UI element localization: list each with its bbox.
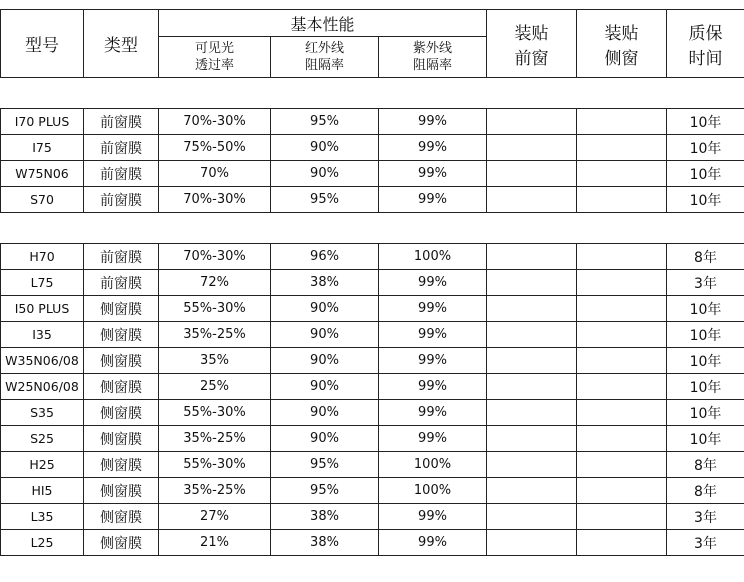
- ultraviolet-cell: 99%: [379, 530, 487, 556]
- front-window-cell: [487, 400, 577, 426]
- visible-light-cell: 75%-50%: [159, 135, 271, 161]
- visible-light-cell: 70%-30%: [159, 244, 271, 270]
- ultraviolet-cell: 99%: [379, 187, 487, 213]
- table-row: [1, 109, 744, 135]
- table-row: [1, 296, 744, 322]
- type-cell: 前窗膜: [84, 161, 159, 187]
- warranty-cell: 10年: [667, 109, 744, 135]
- infrared-cell: 90%: [271, 374, 379, 400]
- header-warranty: [667, 10, 744, 78]
- type-cell: 侧窗膜: [84, 322, 159, 348]
- infrared-cell: 95%: [271, 109, 379, 135]
- infrared-cell: 38%: [271, 504, 379, 530]
- header-visible-light: [159, 37, 271, 78]
- table-row: [1, 452, 744, 478]
- warranty-cell: 3年: [667, 530, 744, 556]
- table-row: [1, 161, 744, 187]
- model-cell: S35: [1, 400, 84, 426]
- type-cell: 侧窗膜: [84, 478, 159, 504]
- model-cell: L25: [1, 530, 84, 556]
- type-cell: 侧窗膜: [84, 452, 159, 478]
- model-cell: W75N06: [1, 161, 84, 187]
- type-cell: 前窗膜: [84, 135, 159, 161]
- header-type: 类型: [84, 10, 159, 78]
- visible-light-cell: 21%: [159, 530, 271, 556]
- ultraviolet-cell: 100%: [379, 452, 487, 478]
- side-window-cell: [577, 135, 667, 161]
- header-warranty-line1: 质保: [688, 23, 723, 44]
- side-window-cell: [577, 187, 667, 213]
- model-cell: L75: [1, 270, 84, 296]
- header-front-line1: 装贴: [514, 23, 549, 44]
- ultraviolet-cell: 99%: [379, 400, 487, 426]
- warranty-cell: 8年: [667, 452, 744, 478]
- header-front-window: [487, 10, 577, 78]
- infrared-cell: 95%: [271, 478, 379, 504]
- warranty-cell: 10年: [667, 348, 744, 374]
- visible-light-cell: 27%: [159, 504, 271, 530]
- film-spec-table: [0, 9, 744, 556]
- infrared-cell: 90%: [271, 400, 379, 426]
- warranty-cell: 10年: [667, 135, 744, 161]
- ultraviolet-cell: 99%: [379, 161, 487, 187]
- ultraviolet-cell: 99%: [379, 296, 487, 322]
- model-cell: W35N06/08: [1, 348, 84, 374]
- side-window-cell: [577, 426, 667, 452]
- ultraviolet-cell: 99%: [379, 374, 487, 400]
- side-window-cell: [577, 452, 667, 478]
- side-window-cell: [577, 270, 667, 296]
- visible-light-cell: 55%-30%: [159, 452, 271, 478]
- front-window-cell: [487, 530, 577, 556]
- front-window-cell: [487, 109, 577, 135]
- table-row: [1, 478, 744, 504]
- warranty-cell: 10年: [667, 426, 744, 452]
- infrared-cell: 90%: [271, 348, 379, 374]
- header-warranty-line2: 时间: [688, 48, 723, 69]
- ultraviolet-cell: 99%: [379, 426, 487, 452]
- visible-light-cell: 70%-30%: [159, 187, 271, 213]
- visible-light-cell: 70%-30%: [159, 109, 271, 135]
- warranty-cell: 10年: [667, 374, 744, 400]
- header-visible-line2: 透过率: [194, 58, 234, 73]
- model-cell: W25N06/08: [1, 374, 84, 400]
- model-cell: HI5: [1, 478, 84, 504]
- warranty-cell: 10年: [667, 296, 744, 322]
- type-cell: 前窗膜: [84, 270, 159, 296]
- type-cell: 侧窗膜: [84, 348, 159, 374]
- type-cell: 侧窗膜: [84, 374, 159, 400]
- front-window-cell: [487, 296, 577, 322]
- type-cell: 侧窗膜: [84, 426, 159, 452]
- front-window-cell: [487, 244, 577, 270]
- warranty-cell: 10年: [667, 187, 744, 213]
- ultraviolet-cell: 99%: [379, 504, 487, 530]
- group-spacer: [1, 78, 744, 109]
- ultraviolet-cell: 99%: [379, 109, 487, 135]
- side-window-cell: [577, 374, 667, 400]
- warranty-cell: 8年: [667, 244, 744, 270]
- infrared-cell: 95%: [271, 187, 379, 213]
- front-window-cell: [487, 135, 577, 161]
- warranty-cell: 10年: [667, 400, 744, 426]
- ultraviolet-cell: 99%: [379, 322, 487, 348]
- side-window-cell: [577, 530, 667, 556]
- visible-light-cell: 35%-25%: [159, 322, 271, 348]
- ultraviolet-cell: 100%: [379, 244, 487, 270]
- side-window-cell: [577, 322, 667, 348]
- warranty-cell: 8年: [667, 478, 744, 504]
- header-side-window: [577, 10, 667, 78]
- type-cell: 侧窗膜: [84, 296, 159, 322]
- front-window-cell: [487, 426, 577, 452]
- side-window-cell: [577, 400, 667, 426]
- table-row: [1, 504, 744, 530]
- infrared-cell: 90%: [271, 135, 379, 161]
- side-window-cell: [577, 109, 667, 135]
- side-window-cell: [577, 348, 667, 374]
- model-cell: H25: [1, 452, 84, 478]
- header-front-line2: 前窗: [514, 48, 549, 69]
- group-spacer: [1, 213, 744, 244]
- model-cell: L35: [1, 504, 84, 530]
- table-row: [1, 135, 744, 161]
- ultraviolet-cell: 99%: [379, 348, 487, 374]
- table-row: [1, 187, 744, 213]
- model-cell: I75: [1, 135, 84, 161]
- infrared-cell: 90%: [271, 426, 379, 452]
- spacer-cell: [1, 213, 744, 244]
- type-cell: 侧窗膜: [84, 400, 159, 426]
- header-row-top: [1, 10, 744, 37]
- header-uv-line2: 阻隔率: [412, 58, 452, 73]
- warranty-cell: 3年: [667, 504, 744, 530]
- type-cell: 前窗膜: [84, 109, 159, 135]
- header-ir-line2: 阻隔率: [304, 58, 344, 73]
- table-row: [1, 244, 744, 270]
- warranty-cell: 10年: [667, 161, 744, 187]
- table-row: [1, 374, 744, 400]
- warranty-cell: 3年: [667, 270, 744, 296]
- header-model: 型号: [1, 10, 84, 78]
- type-cell: 前窗膜: [84, 187, 159, 213]
- header-uv-line1: 紫外线: [412, 41, 452, 56]
- header-ir-line1: 红外线: [304, 41, 344, 56]
- visible-light-cell: 35%-25%: [159, 426, 271, 452]
- visible-light-cell: 55%-30%: [159, 296, 271, 322]
- model-cell: H70: [1, 244, 84, 270]
- model-cell: I50 PLUS: [1, 296, 84, 322]
- model-cell: I70 PLUS: [1, 109, 84, 135]
- table-row: [1, 270, 744, 296]
- infrared-cell: 90%: [271, 161, 379, 187]
- header-visible-line1: 可见光: [194, 41, 234, 56]
- infrared-cell: 95%: [271, 452, 379, 478]
- side-window-cell: [577, 296, 667, 322]
- warranty-cell: 10年: [667, 322, 744, 348]
- side-window-cell: [577, 478, 667, 504]
- table-row: [1, 348, 744, 374]
- visible-light-cell: 35%: [159, 348, 271, 374]
- type-cell: 侧窗膜: [84, 504, 159, 530]
- table-row: [1, 426, 744, 452]
- ultraviolet-cell: 99%: [379, 270, 487, 296]
- header-side-line1: 装贴: [604, 23, 639, 44]
- front-window-cell: [487, 504, 577, 530]
- model-cell: S70: [1, 187, 84, 213]
- type-cell: 侧窗膜: [84, 530, 159, 556]
- visible-light-cell: 55%-30%: [159, 400, 271, 426]
- side-window-cell: [577, 504, 667, 530]
- table-row: [1, 400, 744, 426]
- front-window-cell: [487, 161, 577, 187]
- header-side-line2: 侧窗: [604, 48, 639, 69]
- type-cell: 前窗膜: [84, 244, 159, 270]
- front-window-cell: [487, 322, 577, 348]
- side-window-cell: [577, 244, 667, 270]
- header-performance: 基本性能: [159, 10, 487, 37]
- front-window-cell: [487, 270, 577, 296]
- infrared-cell: 38%: [271, 270, 379, 296]
- table-row: [1, 530, 744, 556]
- front-window-cell: [487, 348, 577, 374]
- infrared-cell: 90%: [271, 322, 379, 348]
- table-row: [1, 322, 744, 348]
- side-window-cell: [577, 161, 667, 187]
- header-infrared: [271, 37, 379, 78]
- visible-light-cell: 25%: [159, 374, 271, 400]
- front-window-cell: [487, 452, 577, 478]
- front-window-cell: [487, 374, 577, 400]
- visible-light-cell: 70%: [159, 161, 271, 187]
- visible-light-cell: 72%: [159, 270, 271, 296]
- infrared-cell: 96%: [271, 244, 379, 270]
- infrared-cell: 38%: [271, 530, 379, 556]
- model-cell: I35: [1, 322, 84, 348]
- header-ultraviolet: [379, 37, 487, 78]
- front-window-cell: [487, 187, 577, 213]
- visible-light-cell: 35%-25%: [159, 478, 271, 504]
- ultraviolet-cell: 100%: [379, 478, 487, 504]
- model-cell: S25: [1, 426, 84, 452]
- spacer-cell: [1, 78, 744, 109]
- front-window-cell: [487, 478, 577, 504]
- infrared-cell: 90%: [271, 296, 379, 322]
- ultraviolet-cell: 99%: [379, 135, 487, 161]
